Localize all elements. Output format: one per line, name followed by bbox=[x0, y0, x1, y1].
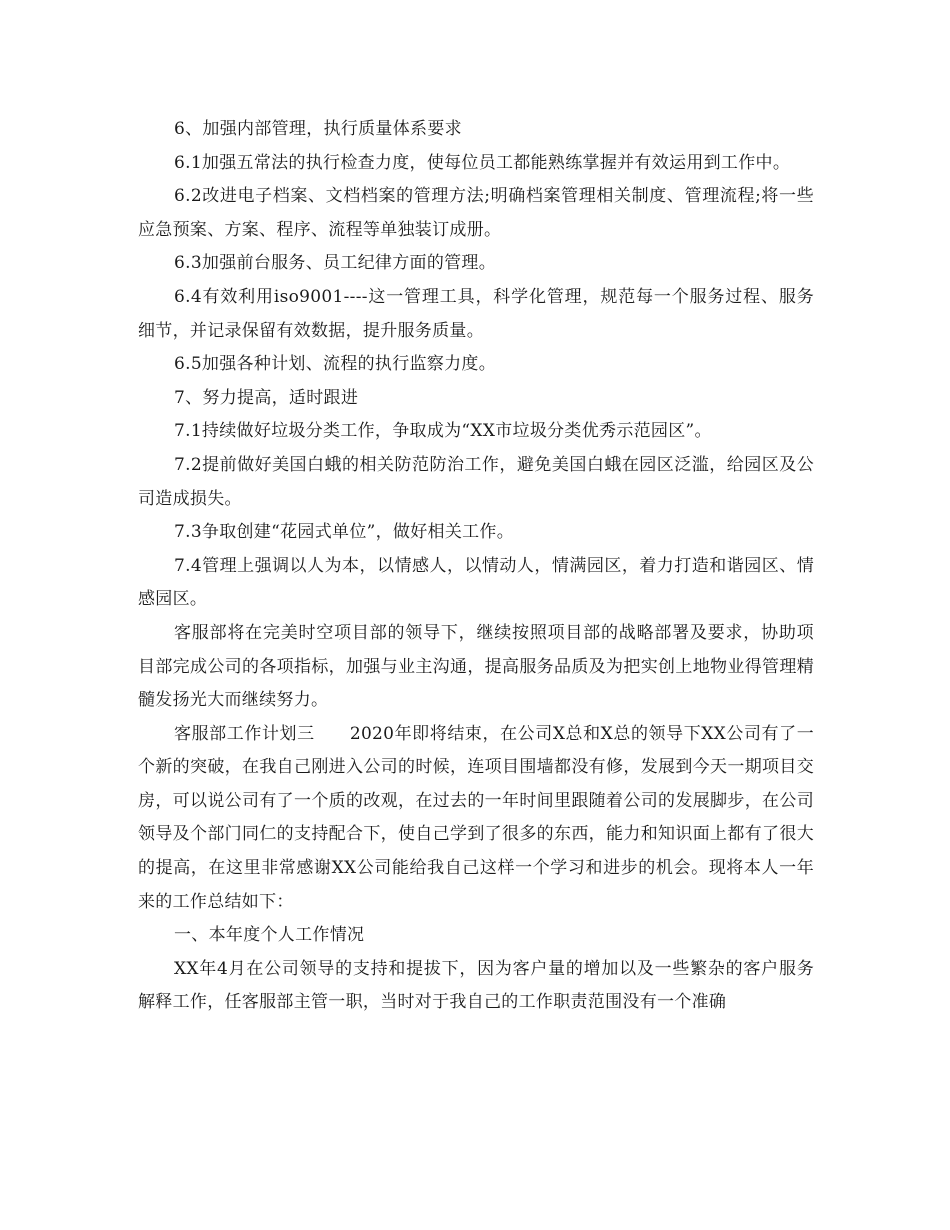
paragraph: 7、努力提高，适时跟进 bbox=[174, 387, 359, 408]
paragraph: 7.1持续做好垃圾分类工作，争取成为“XX市垃圾分类优秀示范园区”。 bbox=[174, 421, 712, 442]
paragraph: 6.1加强五常法的执行检查力度，使每位员工都能熟练掌握并有效运用到工作中。 bbox=[174, 152, 791, 173]
paragraph: 6.2改进电子档案、文档档案的管理方法;明确档案管理相关制度、管理流程;将一些应急预案、方案、程序、流程等单独装订成册。 bbox=[138, 186, 814, 240]
document-body bbox=[138, 113, 814, 1020]
paragraph: 7.2提前做好美国白蛾的相关防范防治工作，避免美国白蛾在园区泛滥，给园区及公司造成损失。 bbox=[138, 454, 814, 509]
paragraph: 6.4有效利用iso9001----这一管理工具，科学化管理，规范每一个服务过程、服务细节，并记录保留有效数据，提升服务质量。 bbox=[138, 286, 814, 341]
paragraph: 一、本年度个人工作情况 bbox=[174, 925, 365, 946]
paragraph: 7.3争取创建“花园式单位”，做好相关工作。 bbox=[174, 522, 515, 543]
paragraph: 6、加强内部管理，执行质量体系要求 bbox=[174, 119, 462, 139]
paragraph: 客服部将在完美时空项目部的领导下，继续按照项目部的战略部署及要求，协助项目部完成公司的各项指标，加强与业主沟通，提高服务品质及为把实创上地物业得管理精髓发扬光大而继续努力。 bbox=[138, 622, 814, 711]
paragraph: 客服部工作计划三 2020年即将结束，在公司X总和X总的领导下XX公司有了一个新的突破，在我自己刚进入公司的时候，连项目围墙都没有修，发展到今天一期项目交房，可以说公司有了一个质的改观，在过去的一年时间里跟随着公司的发展脚步，在公司领导及个部门同仁的支持配合下，使自己学到了很多的东西，能力和知识面上都有了很大的提高，在这里非常感谢XX公司能给我自己这样一个学习和进步的机会。现将本人一年来的工作总结如下： bbox=[138, 723, 814, 912]
paragraph: XX年4月在公司领导的支持和提拔下，因为客户量的增加以及一些繁杂的客户服务解释工作，任客服部主管一职，当时对于我自己的工作职责范围没有一个准确 bbox=[138, 958, 814, 1013]
paragraph: 6.3加强前台服务、员工纪律方面的管理。 bbox=[174, 253, 497, 274]
paragraph: 6.5加强各种计划、流程的执行监察力度。 bbox=[174, 354, 497, 375]
paragraph: 7.4管理上强调以人为本，以情感人，以情动人，情满园区，着力打造和谐园区、情感园区。 bbox=[138, 555, 814, 610]
